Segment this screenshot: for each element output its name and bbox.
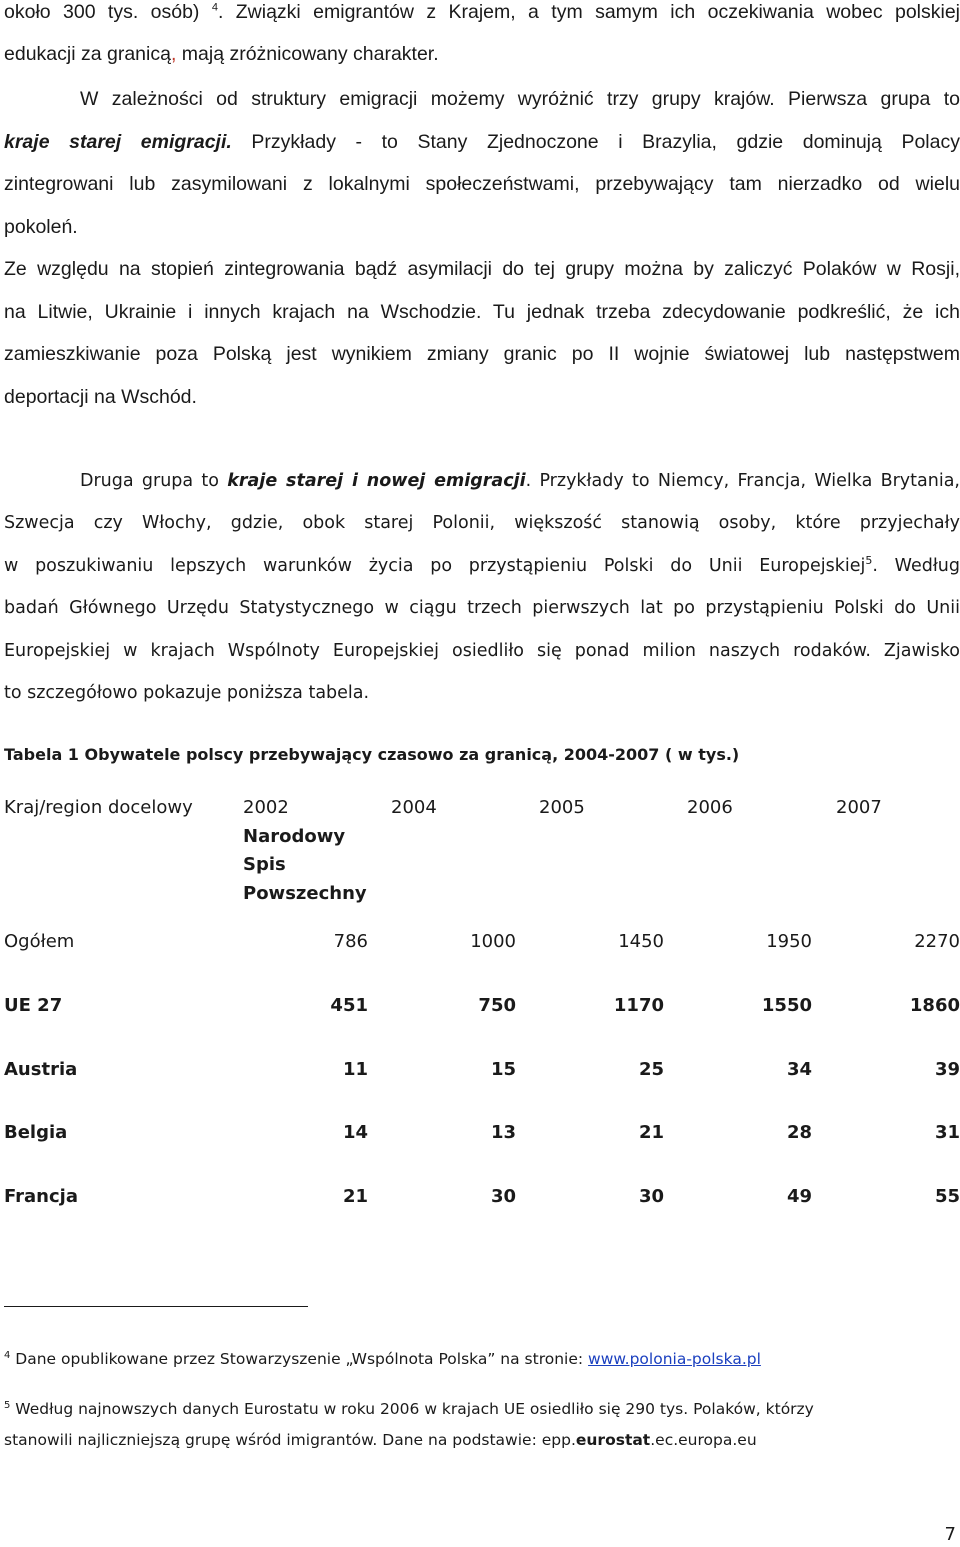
table-cell: 31 (934, 1122, 960, 1143)
table-cell: 49 (786, 1186, 812, 1207)
table-cell: 1550 (761, 995, 812, 1016)
footnote-number: 5 (4, 1399, 11, 1411)
table-cell: 451 (330, 995, 368, 1016)
text-run: mają zróżnicowany charakter. (176, 43, 439, 65)
paragraph-4-line-5: Europejskiej w krajach Wspólnoty Europejskiej osiedliło się ponad milion naszych rodaków. Zjawisko (4, 641, 960, 661)
paragraph-4-line-1 (80, 469, 960, 493)
paragraph-2-line-4: pokoleń. (4, 216, 78, 238)
table-cell: 21 (342, 1186, 368, 1207)
table-header-2006: 2006 (687, 797, 733, 818)
table-header-2002 (243, 794, 367, 908)
row-label: UE 27 (4, 995, 63, 1016)
paragraph-2-line-3: zintegrowani lub zasymilowani z lokalnymi społeczeństwami, przebywający tam nierzadko od wielu (4, 173, 960, 195)
footnote-number: 4 (4, 1349, 11, 1361)
paragraph-4-line-2: Szwecja czy Włochy, gdzie, obok starej Polonii, większość stanowią osoby, które przyjechały (4, 513, 960, 533)
header-subtitle: Powszechny (243, 882, 367, 904)
paragraph-3-line-4: deportacji na Wschód. (4, 386, 197, 408)
table-header-2005: 2005 (539, 797, 585, 818)
emphasis-text: kraje starej emigracji. (4, 131, 232, 153)
row-label: Ogółem (4, 931, 75, 952)
text-run: około 300 tys. osób) (4, 1, 212, 23)
row-label: Belgia (4, 1122, 68, 1143)
table-header-label: Kraj/region docelowy (4, 797, 193, 818)
table-caption: Tabela 1 Obywatele polscy przebywający czasowo za granicą, 2004-2007 ( w tys.) (4, 745, 740, 764)
table-cell: 21 (638, 1122, 664, 1143)
table-cell: 1450 (618, 931, 664, 952)
text-run: Przykłady - to Stany Zjednoczone i Brazylia, gdzie dominują Polacy (231, 131, 960, 153)
text-run: Druga grupa to (80, 471, 228, 491)
table-cell: 14 (342, 1122, 368, 1143)
table-header-2007: 2007 (836, 797, 882, 818)
text-run: edukacji za granicą (4, 43, 171, 65)
text-run: . Przykłady to Niemcy, Francja, Wielka Brytania, (525, 471, 960, 491)
table-cell: 13 (490, 1122, 516, 1143)
footnote-ref-5: 5 (865, 554, 873, 568)
table-cell: 25 (638, 1059, 664, 1080)
row-label: Austria (4, 1059, 78, 1080)
footnote-text: Według najnowszych danych Eurostatu w roku 2006 w krajach UE osiedliło się 290 tys. Polaków, którzy (10, 1400, 814, 1418)
text-run: . Związki emigrantów z Krajem, a tym samym ich oczekiwania wobec polskiej (217, 1, 960, 23)
paragraph-2-line-2 (4, 130, 960, 154)
text-run: , (170, 43, 177, 65)
paragraph-4-line-4: badań Głównego Urzędu Statystycznego w ciągu trzech pierwszych lat po przystąpieniu Polski do Unii (4, 598, 960, 618)
footnote-text-bold: eurostat (575, 1431, 651, 1449)
table-cell: 11 (342, 1059, 368, 1080)
table-cell: 1950 (766, 931, 812, 952)
header-subtitle: Narodowy (243, 825, 346, 847)
footnote-link[interactable]: www.polonia-polska.pl (588, 1350, 761, 1368)
header-subtitle: Spis (243, 854, 286, 875)
paragraph-3-line-2: na Litwie, Ukrainie i innych krajach na Wschodzie. Tu jednak trzeba zdecydowanie podkreślić, że ich (4, 301, 960, 323)
footnote-text: .ec.europa.eu (650, 1431, 757, 1449)
table-cell: 15 (490, 1059, 516, 1080)
table-cell: 30 (638, 1186, 664, 1207)
table-cell: 1860 (909, 995, 960, 1016)
footnote-4 (4, 1349, 761, 1369)
paragraph-2-line-1: W zależności od struktury emigracji możemy wyróżnić trzy grupy krajów. Pierwsza grupa to (80, 88, 960, 110)
emphasis-text: kraje starej i nowej emigracji (227, 471, 526, 491)
paragraph-1-line-2 (4, 42, 960, 66)
paragraph-4-line-3 (4, 554, 960, 578)
table-cell: 30 (490, 1186, 516, 1207)
table-cell: 1000 (470, 931, 516, 952)
text-run: . Według (872, 556, 960, 576)
row-label: Francja (4, 1186, 78, 1207)
table-cell: 28 (786, 1122, 812, 1143)
table-cell: 34 (786, 1059, 812, 1080)
paragraph-4-line-6: to szczegółowo pokazuje poniższa tabela. (4, 683, 370, 703)
paragraph-1-line-1 (4, 0, 960, 24)
footnote-5-line-1 (4, 1399, 814, 1419)
paragraph-3-line-1: Ze względu na stopień zintegrowania bądź asymilacji do tej grupy można by zaliczyć Polaków w Rosji, (4, 258, 960, 280)
header-year: 2002 (243, 797, 289, 818)
table-cell: 39 (934, 1059, 960, 1080)
page-number: 7 (944, 1524, 956, 1545)
table-cell: 786 (333, 931, 368, 952)
footnote-separator (4, 1306, 308, 1307)
table-cell: 55 (934, 1186, 960, 1207)
paragraph-3-line-3: zamieszkiwanie poza Polską jest wynikiem zmiany granic po II wojnie światowej lub następstwem (4, 343, 960, 365)
table-cell: 1170 (613, 995, 664, 1016)
table-header-2004: 2004 (391, 797, 437, 818)
footnote-ref-4: 4 (211, 1, 218, 14)
footnote-5-line-2 (4, 1430, 757, 1450)
footnote-text: Dane opublikowane przez Stowarzyszenie „Wspólnota Polska” na stronie: (10, 1350, 589, 1368)
text-run: w poszukiwaniu lepszych warunków życia po przystąpieniu Polski do Unii Europejskiej (4, 556, 866, 576)
table-cell: 2270 (914, 931, 960, 952)
table-cell: 750 (478, 995, 516, 1016)
footnote-text: stanowili najliczniejszą grupę wśród imigrantów. Dane na podstawie: epp. (4, 1431, 576, 1449)
